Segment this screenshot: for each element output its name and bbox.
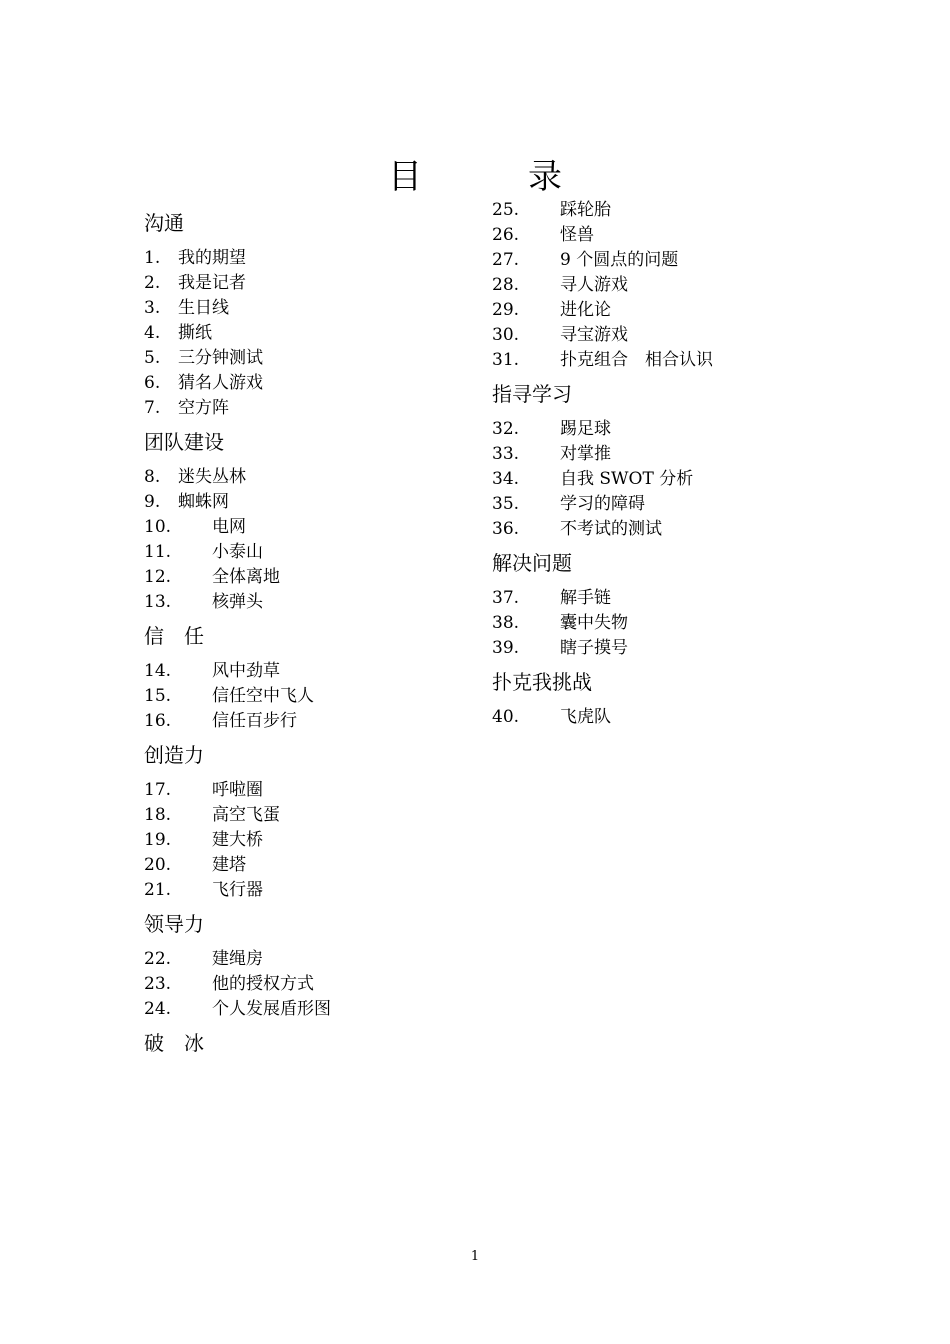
- toc-entry-title: 核弹头: [212, 592, 263, 612]
- toc-entry[interactable]: [144, 709, 464, 734]
- toc-entry-number: 35.: [492, 494, 520, 514]
- toc-entry[interactable]: [144, 490, 464, 515]
- toc-entry[interactable]: [144, 590, 464, 615]
- toc-entry[interactable]: [492, 298, 822, 323]
- toc-entry-number: 3.: [144, 298, 161, 318]
- toc-entry-title: 空方阵: [178, 398, 229, 418]
- toc-entry-title: 个人发展盾形图: [212, 999, 331, 1019]
- toc-entry[interactable]: [144, 321, 464, 346]
- toc-entry-number: 27.: [492, 250, 520, 270]
- toc-entry-title: 9 个圆点的问题: [560, 250, 679, 270]
- toc-entry-title: 小泰山: [212, 542, 263, 562]
- toc-entry-title: 自我 SWOT 分析: [560, 469, 694, 489]
- page-title: 目 录: [388, 157, 598, 197]
- toc-entry-number: 23.: [144, 974, 172, 994]
- toc-entry-number: 18.: [144, 805, 172, 825]
- toc-entry-number: 31.: [492, 350, 520, 370]
- toc-entry-number: 24.: [144, 999, 172, 1019]
- toc-entry-number: 1.: [144, 248, 161, 268]
- toc-entry-title: 信任百步行: [212, 711, 297, 731]
- toc-entry-title: 不考试的测试: [560, 519, 662, 539]
- toc-entry-title: 风中劲草: [212, 661, 280, 681]
- toc-entry-title: 全体离地: [212, 567, 280, 587]
- toc-entry[interactable]: [144, 659, 464, 684]
- toc-entry-title: 飞虎队: [560, 707, 611, 727]
- toc-entry-number: 34.: [492, 469, 520, 489]
- section-heading: 扑克我挑战: [492, 670, 592, 694]
- toc-entry-title: 踩轮胎: [560, 200, 611, 220]
- toc-entry-title: 寻宝游戏: [560, 325, 628, 345]
- toc-entry[interactable]: [492, 586, 822, 611]
- toc-entry[interactable]: [492, 611, 822, 636]
- toc-entry-title: 我的期望: [178, 248, 246, 268]
- toc-entry-title: 建绳房: [212, 949, 263, 969]
- toc-entry[interactable]: [144, 878, 464, 903]
- page-number: 1: [470, 1249, 480, 1264]
- toc-entry-title: 怪兽: [560, 225, 594, 245]
- section-heading: 指寻学习: [492, 382, 572, 406]
- heading-spacer: [492, 409, 822, 417]
- heading-spacer: [144, 651, 464, 659]
- toc-entry-title: 生日线: [178, 298, 229, 318]
- toc-entry-title: 电网: [212, 517, 246, 537]
- section-heading: 信 任: [144, 624, 204, 648]
- toc-entry[interactable]: [144, 828, 464, 853]
- toc-entry-title: 我是记者: [178, 273, 246, 293]
- toc-entry-title: 对掌推: [560, 444, 611, 464]
- toc-entry[interactable]: [144, 246, 464, 271]
- toc-entry-number: 20.: [144, 855, 172, 875]
- toc-entry-title: 学习的障碍: [560, 494, 645, 514]
- toc-entry-number: 10.: [144, 517, 172, 537]
- heading-spacer: [144, 1058, 464, 1066]
- toc-entry[interactable]: [144, 540, 464, 565]
- toc-entry[interactable]: [144, 947, 464, 972]
- heading-spacer: [144, 770, 464, 778]
- toc-entry-number: 40.: [492, 707, 520, 727]
- toc-entry-title: 信任空中飞人: [212, 686, 314, 706]
- section-heading: 沟通: [144, 211, 184, 235]
- toc-entry-number: 13.: [144, 592, 172, 612]
- toc-entry[interactable]: [144, 972, 464, 997]
- toc-entry-number: 39.: [492, 638, 520, 658]
- toc-entry-title: 他的授权方式: [212, 974, 314, 994]
- section-heading: 领导力: [144, 912, 204, 936]
- toc-entry-title: 扑克组合 相合认识: [560, 350, 713, 370]
- toc-entry-number: 9.: [144, 492, 161, 512]
- toc-entry-title: 寻人游戏: [560, 275, 628, 295]
- toc-entry-number: 16.: [144, 711, 172, 731]
- toc-entry-title: 撕纸: [178, 323, 212, 343]
- toc-entry[interactable]: [492, 198, 822, 223]
- section-heading: 团队建设: [144, 430, 224, 454]
- toc-entry-number: 15.: [144, 686, 172, 706]
- toc-entry[interactable]: [144, 346, 464, 371]
- toc-entry-number: 21.: [144, 880, 172, 900]
- toc-entry[interactable]: [492, 492, 822, 517]
- toc-entry-title: 迷失丛林: [178, 467, 246, 487]
- toc-entry[interactable]: [492, 223, 822, 248]
- toc-entry[interactable]: [144, 853, 464, 878]
- toc-entry[interactable]: [144, 684, 464, 709]
- toc-entry-number: 33.: [492, 444, 520, 464]
- toc-entry[interactable]: [492, 636, 822, 661]
- toc-entry-number: 22.: [144, 949, 172, 969]
- toc-entry[interactable]: [144, 396, 464, 421]
- toc-entry-number: 8.: [144, 467, 161, 487]
- toc-entry[interactable]: [492, 442, 822, 467]
- section-heading: 创造力: [144, 743, 204, 767]
- toc-entry-number: 2.: [144, 273, 161, 293]
- toc-entry-title: 囊中失物: [560, 613, 628, 633]
- toc-entry[interactable]: [144, 296, 464, 321]
- section-heading: 解决问题: [492, 551, 572, 575]
- toc-entry-number: 30.: [492, 325, 520, 345]
- toc-entry-number: 11.: [144, 542, 172, 562]
- toc-entry-number: 19.: [144, 830, 172, 850]
- toc-entry-title: 建大桥: [212, 830, 263, 850]
- toc-entry[interactable]: [492, 467, 822, 492]
- toc-entry-number: 4.: [144, 323, 161, 343]
- toc-entry-title: 进化论: [560, 300, 611, 320]
- toc-entry-number: 36.: [492, 519, 520, 539]
- toc-entry-number: 32.: [492, 419, 520, 439]
- toc-entry[interactable]: [144, 271, 464, 296]
- toc-entry[interactable]: [144, 515, 464, 540]
- toc-entry-number: 5.: [144, 348, 161, 368]
- toc-right-column: [492, 198, 822, 730]
- toc-entry[interactable]: [144, 565, 464, 590]
- heading-spacer: [492, 697, 822, 705]
- toc-entry[interactable]: [492, 348, 822, 373]
- toc-entry[interactable]: [144, 803, 464, 828]
- toc-entry-number: 14.: [144, 661, 172, 681]
- heading-spacer: [144, 238, 464, 246]
- toc-entry-title: 高空飞蛋: [212, 805, 280, 825]
- toc-entry-number: 37.: [492, 588, 520, 608]
- toc-entry[interactable]: [492, 323, 822, 348]
- toc-entry[interactable]: [492, 248, 822, 273]
- toc-entry-title: 猜名人游戏: [178, 373, 263, 393]
- toc-entry[interactable]: [144, 371, 464, 396]
- toc-entry-title: 瞎子摸号: [560, 638, 628, 658]
- toc-entry[interactable]: [144, 778, 464, 803]
- heading-spacer: [492, 578, 822, 586]
- toc-entry-title: 呼啦圈: [212, 780, 263, 800]
- toc-entry-number: 29.: [492, 300, 520, 320]
- toc-left-column: [144, 208, 464, 1066]
- toc-entry[interactable]: [492, 273, 822, 298]
- toc-entry-title: 蜘蛛网: [178, 492, 229, 512]
- heading-spacer: [144, 457, 464, 465]
- toc-entry[interactable]: [144, 997, 464, 1022]
- toc-entry[interactable]: [492, 517, 822, 542]
- toc-entry-number: 12.: [144, 567, 172, 587]
- toc-entry-number: 38.: [492, 613, 520, 633]
- toc-entry-title: 建塔: [212, 855, 246, 875]
- toc-entry-title: 解手链: [560, 588, 611, 608]
- toc-entry-number: 26.: [492, 225, 520, 245]
- toc-entry[interactable]: [492, 705, 822, 730]
- toc-entry-title: 踢足球: [560, 419, 611, 439]
- toc-entry[interactable]: [492, 417, 822, 442]
- toc-entry-number: 7.: [144, 398, 161, 418]
- toc-entry[interactable]: [144, 465, 464, 490]
- toc-entry-title: 三分钟测试: [178, 348, 263, 368]
- toc-entry-number: 28.: [492, 275, 520, 295]
- toc-entry-number: 6.: [144, 373, 161, 393]
- heading-spacer: [144, 939, 464, 947]
- toc-entry-title: 飞行器: [212, 880, 263, 900]
- toc-entry-number: 25.: [492, 200, 520, 220]
- toc-entry-number: 17.: [144, 780, 172, 800]
- section-heading: 破 冰: [144, 1031, 204, 1055]
